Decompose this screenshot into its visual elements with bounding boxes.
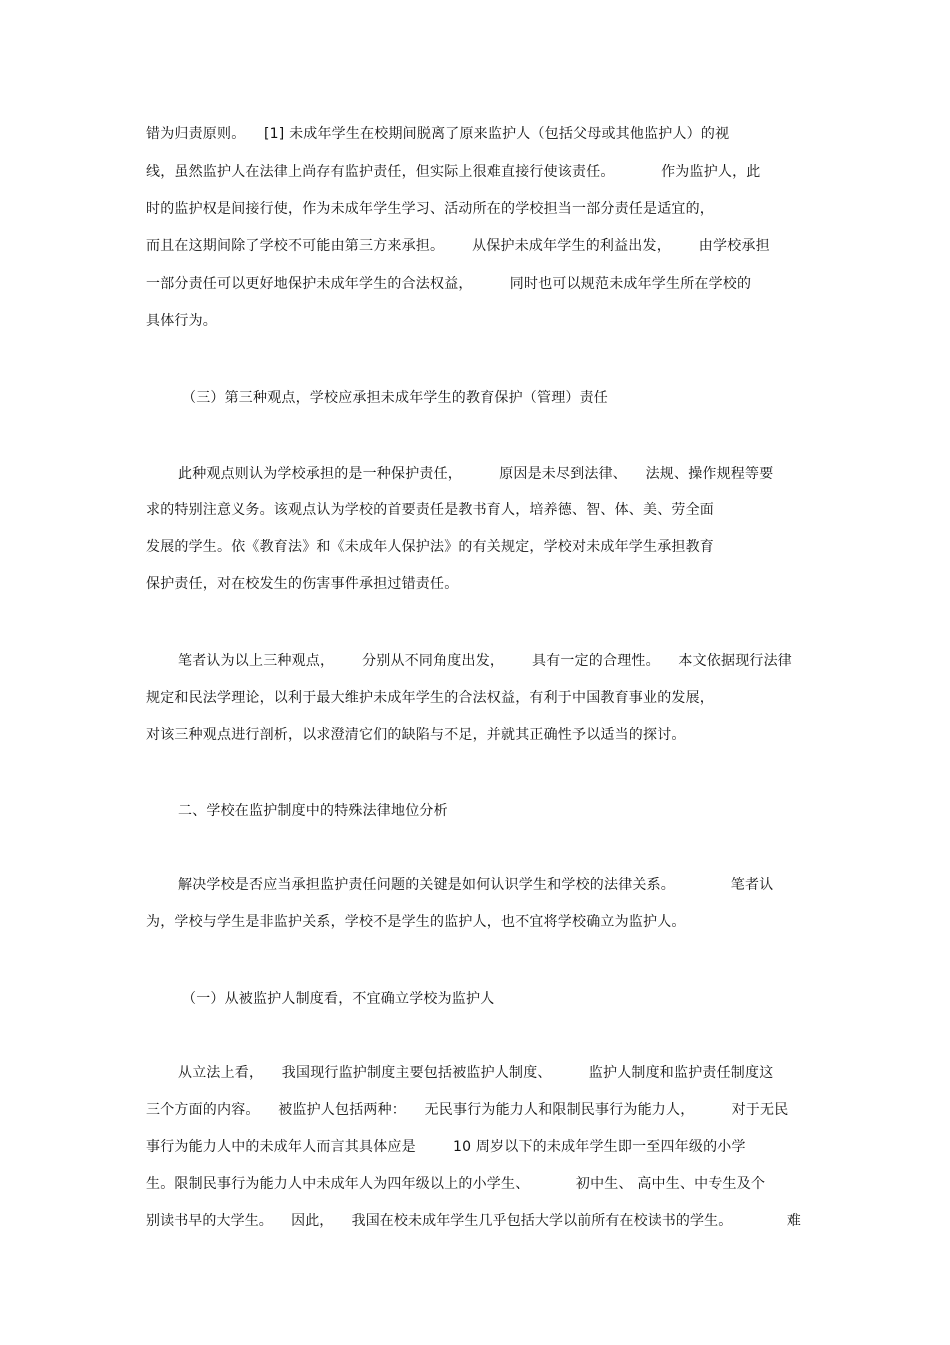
section-heading: 二、学校在监护制度中的特殊法律地位分析 [178,803,448,819]
text-line: 笔者认为以上三种观点， 分别从不同角度出发， 具有一定的合理性。 本文依据现行法律 [178,653,793,669]
section-heading: （一）从被监护人制度看，不宜确立学校为监护人 [182,991,495,1007]
text-line: 生。限制民事行为能力人中未成年人为四年级以上的小学生、 初中生、 高中生、中专生及个 [146,1176,766,1192]
section-heading: （三）第三种观点，学校应承担未成年学生的教育保护（管理）责任 [182,390,608,406]
text-line: 别读书早的大学生。 因此， 我国在校未成年学生几乎包括大学以前所有在校读书的学生。 难 [146,1213,802,1229]
text-line: 发展的学生。依《教育法》和《未成年人保护法》的有关规定，学校对未成年学生承担教育 [146,539,714,555]
text-line: 求的特别注意义务。该观点认为学校的首要责任是教书育人，培养德、智、体、美、劳全面 [146,502,714,518]
text-line: 三个方面的内容。 被监护人包括两种： 无民事行为能力人和限制民事行为能力人， 对于无民 [146,1102,789,1118]
text-line: 从立法上看， 我国现行监护制度主要包括被监护人制度、 监护人制度和监护责任制度这 [178,1065,774,1081]
text-line: 此种观点则认为学校承担的是一种保护责任， 原因是未尽到法律、 法规、操作规程等要 [178,466,774,482]
text-line: 线，虽然监护人在法律上尚存有监护责任，但实际上很难直接行使该责任。 作为监护人，此 [146,164,761,180]
text-line: 而且在这期间除了学校不可能由第三方来承担。 从保护未成年学生的利益出发， 由学校承担 [146,238,770,254]
text-line: 解决学校是否应当承担监护责任问题的关键是如何认识学生和学校的法律关系。 笔者认 [178,877,774,893]
text-line: 对该三种观点进行剖析，以求澄清它们的缺陷与不足，并就其正确性予以适当的探讨。 [146,727,686,743]
text-line: 为，学校与学生是非监护关系，学校不是学生的监护人，也不宜将学校确立为监护人。 [146,914,686,930]
text-line: 事行为能力人中的未成年人而言其具体应是 10 周岁以下的未成年学生即一至四年级的小学 [146,1139,746,1155]
text-line: 保护责任，对在校发生的伤害事件承担过错责任。 [146,576,459,592]
text-line: 规定和民法学理论，以利于最大维护未成年学生的合法权益，有利于中国教育事业的发展， [146,690,714,706]
text-line: 错为归责原则。 [1] 未成年学生在校期间脱离了原来监护人（包括父母或其他监护人）的视 [146,126,730,142]
text-line: 一部分责任可以更好地保护未成年学生的合法权益， 同时也可以规范未成年学生所在学校的 [146,276,752,292]
text-line: 具体行为。 [146,313,217,329]
text-line: 时的监护权是间接行使，作为未成年学生学习、活动所在的学校担当一部分责任是适宜的， [146,201,714,217]
